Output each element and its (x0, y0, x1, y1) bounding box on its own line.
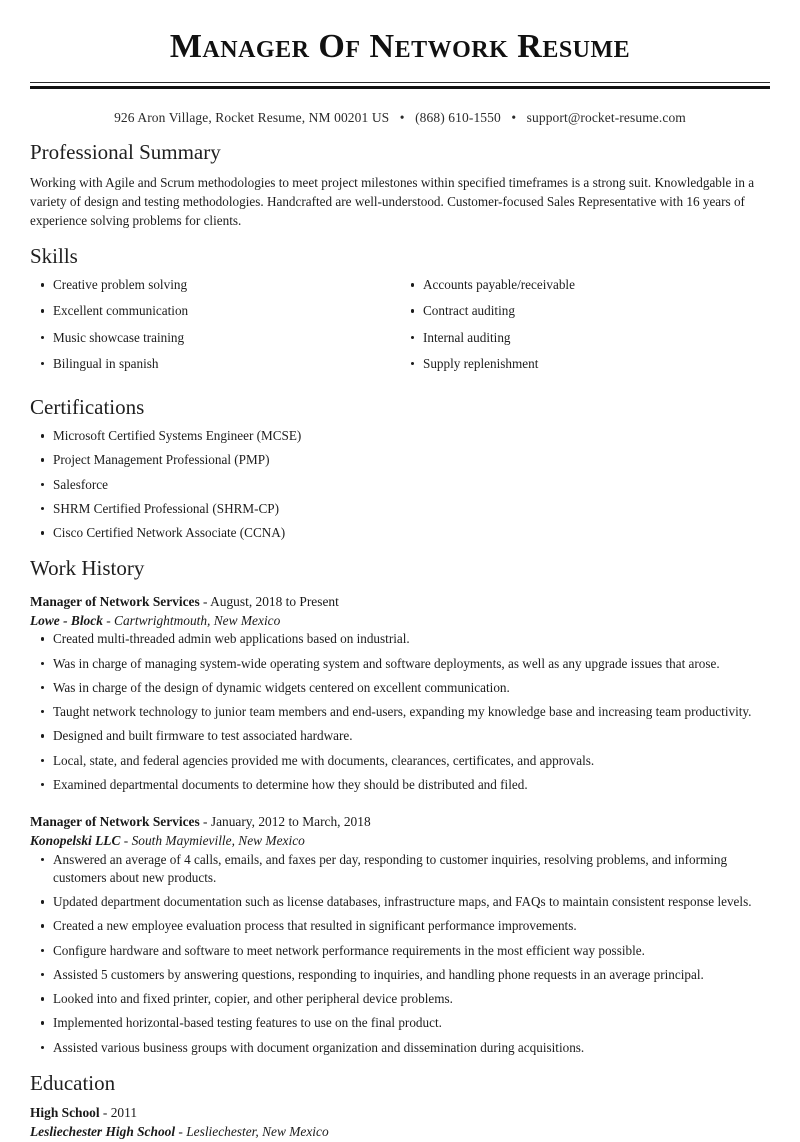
job-title: Manager of Network Services (30, 813, 200, 829)
skills-column-right (400, 276, 770, 381)
list-item: Answered an average of 4 calls, emails, and faxes per day, responding to customer inquiries, resolving problems, and informing customers about new products. (30, 851, 770, 887)
list-item: SHRM Certified Professional (SHRM-CP) (30, 500, 770, 518)
divider-thick-line (30, 86, 770, 89)
job-company: Konopelski LLC (30, 833, 121, 849)
list-item: Designed and built firmware to test associated hardware. (30, 727, 770, 745)
list-item: Assisted various business groups with document organization and dissemination during acquisitions. (30, 1039, 770, 1057)
contact-email: support@rocket-resume.com (526, 110, 686, 126)
list-item: Was in charge of managing system-wide operating system and software deployments, as well as any upgrade issues that arose. (30, 655, 770, 673)
section-heading-work-history: Work History (30, 556, 145, 581)
list-item: Bilingual in spanish (30, 355, 400, 373)
job-dates: August, 2018 to Present (210, 593, 339, 609)
list-item: Updated department documentation such as license databases, infrastructure maps, and FAQs to maintain consistent response levels. (30, 893, 770, 911)
list-item: Project Management Professional (PMP) (30, 451, 770, 469)
education-school-separator: - (175, 1124, 187, 1140)
job-title-line (30, 812, 770, 831)
education-location: Lesliechester, New Mexico (186, 1124, 329, 1140)
education-school: Lesliechester High School (30, 1124, 176, 1140)
job-title-line (30, 592, 770, 611)
list-item: Created multi-threaded admin web applications based on industrial. (30, 630, 770, 648)
education-degree: High School (30, 1104, 100, 1120)
section-education (30, 1071, 770, 1142)
contact-info (30, 110, 770, 126)
list-item: Excellent communication (30, 302, 400, 320)
page-title: Manager Of Network Resume (169, 28, 631, 65)
summary-paragraph: Working with Agile and Scrum methodologies to meet project milestones within specified timeframes is a strong suit. Knowledgable in a variety of design and testing methodologies. Handcrafted are well-understood. Customer-focused Sales Representative with 16 years of experience solving problems for clients. (30, 174, 755, 228)
list-item: Assisted 5 customers by answering questions, responding to inquiries, and handling phone requests in an average principal. (30, 966, 770, 984)
contact-separator-1: • (399, 110, 405, 126)
list-item: Examined departmental documents to determine how they should be distributed and filed. (30, 776, 770, 794)
job-title: Manager of Network Services (30, 593, 200, 609)
job-bullets (30, 851, 770, 1057)
list-item: Internal auditing (400, 329, 770, 347)
job-location: South Maymieville, New Mexico (131, 833, 305, 849)
section-heading-education: Education (30, 1070, 116, 1095)
job-company-line (30, 611, 770, 630)
list-item: Created a new employee evaluation process that resulted in significant performance improvements. (30, 917, 770, 935)
section-work-history (30, 556, 770, 1056)
contact-address: 926 Aron Village, Rocket Resume, NM 00201 US (114, 110, 390, 126)
list-item: Cisco Certified Network Associate (CCNA) (30, 524, 770, 542)
section-professional-summary (30, 140, 770, 230)
list-item: Taught network technology to junior team members and end-users, expanding my knowledge base and increasing team productivity. (30, 703, 770, 721)
list-item: Implemented horizontal-based testing features to use on the final product. (30, 1014, 770, 1032)
job-separator: - (199, 593, 211, 609)
header-divider (30, 82, 770, 89)
list-item: Local, state, and federal agencies provided me with documents, clearances, certificates, and approvals. (30, 752, 770, 770)
job-company-separator: - (120, 833, 132, 849)
work-history-entry (30, 812, 770, 1057)
list-item: Creative problem solving (30, 276, 400, 294)
list-item: Accounts payable/receivable (400, 276, 770, 294)
list-item: Music showcase training (30, 329, 400, 347)
list-item: Microsoft Certified Systems Engineer (MCSE) (30, 427, 770, 445)
contact-separator-2: • (511, 110, 517, 126)
education-entry (30, 1103, 770, 1142)
skills-columns (30, 276, 770, 381)
certifications-list (30, 427, 770, 542)
job-company: Lowe - Block (30, 612, 103, 628)
list-item: Salesforce (30, 476, 770, 494)
education-year: 2011 (110, 1104, 138, 1120)
job-company-line (30, 831, 770, 850)
job-location: Cartwrightmouth, New Mexico (114, 612, 281, 628)
list-item: Looked into and fixed printer, copier, and other peripheral device problems. (30, 990, 770, 1008)
skills-column-left (30, 276, 400, 381)
list-item: Supply replenishment (400, 355, 770, 373)
job-bullets (30, 630, 770, 794)
section-heading-summary: Professional Summary (30, 140, 221, 165)
list-item: Configure hardware and software to meet network performance requirements in the most efficient way possible. (30, 942, 770, 960)
education-separator: - (99, 1104, 111, 1120)
contact-phone: (868) 610-1550 (415, 110, 501, 126)
list-item: Contract auditing (400, 302, 770, 320)
section-certifications (30, 395, 770, 542)
section-skills (30, 244, 770, 381)
list-item: Was in charge of the design of dynamic widgets centered on excellent communication. (30, 679, 770, 697)
education-school-line (30, 1122, 770, 1141)
section-heading-certifications: Certifications (30, 395, 145, 420)
job-company-separator: - (102, 612, 115, 628)
job-separator: - (199, 813, 211, 829)
work-history-entry (30, 592, 770, 794)
section-heading-skills: Skills (30, 244, 78, 268)
education-degree-line (30, 1103, 770, 1122)
job-dates: January, 2012 to March, 2018 (210, 813, 371, 829)
